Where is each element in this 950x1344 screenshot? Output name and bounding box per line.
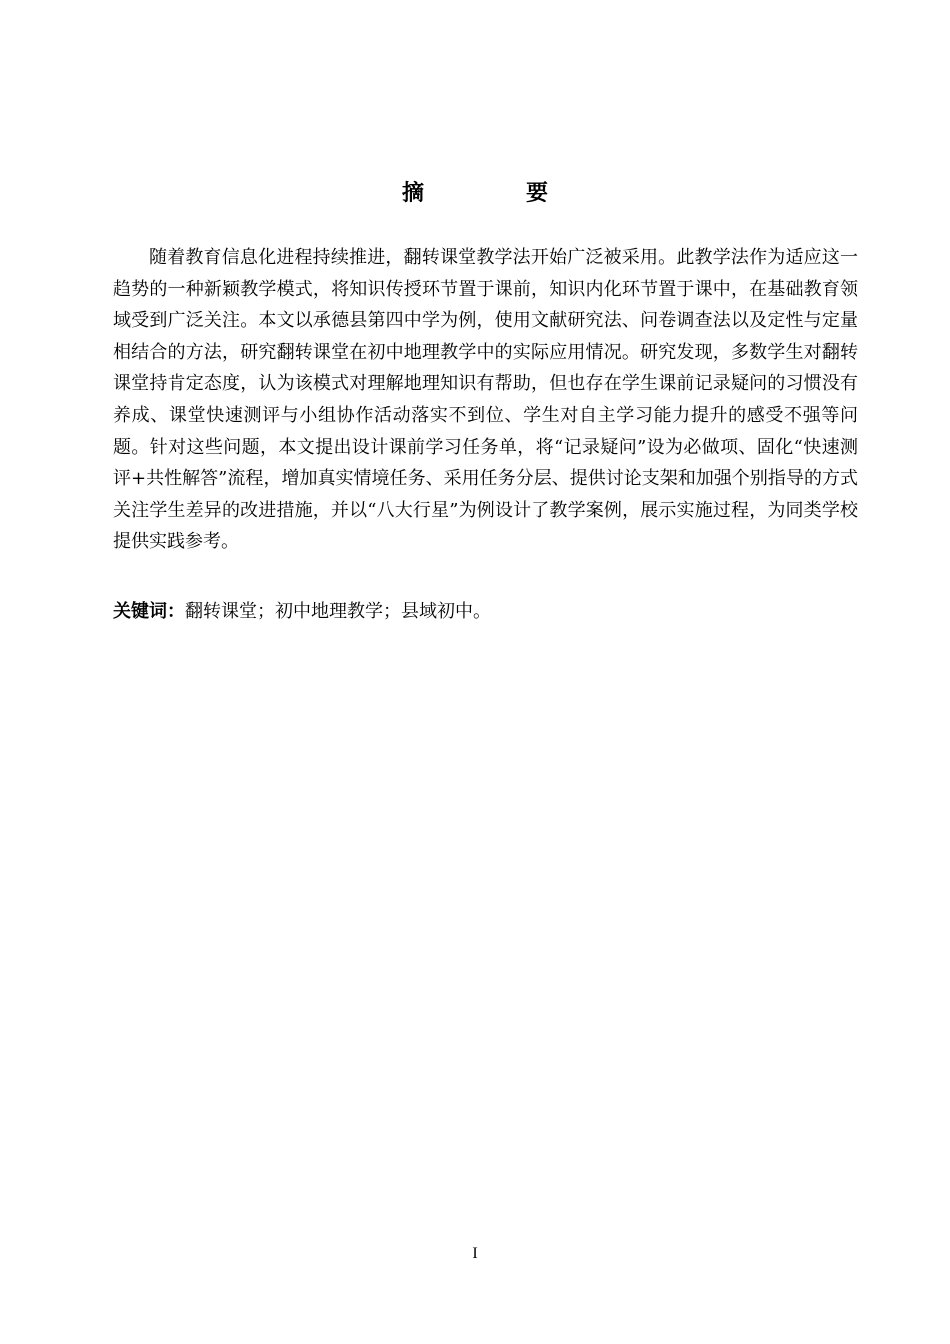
keywords-label: 关键词： [113,601,185,622]
keywords-text: 翻转课堂；初中地理教学；县域初中。 [185,601,491,622]
abstract-body: 随着教育信息化进程持续推进，翻转课堂教学法开始广泛被采用。此教学法作为适应这一趋势的一种新颖教学模式，将知识传授环节置于课前，知识内化环节置于课中，在基础教育领域受到广泛关注。本文以承德县第四中学为例，使用文献研究法、问卷调查法以及定性与定量相结合的方法，研究翻转课堂在初中地理教学中的实际应用情况。研究发现，多数学生对翻转课堂持肯定态度，认为该模式对理解地理知识有帮助，但也存在学生课前记录疑问的习惯没有养成、课堂快速测评与小组协作活动落实不到位、学生对自主学习能力提升的感受不强等问题。针对这些问题，本文提出设计课前学习任务单，将“记录疑问”设为必做项、固化“快速测评+共性解答”流程，增加真实情境任务、采用任务分层、提供讨论支架和加强个别指导的方式关注学生差异的改进措施，并以“八大行星”为例设计了教学案例，展示实施过程，为同类学校提供实践参考。 [113,247,858,553]
page-number: I [472,1245,478,1262]
abstract-title: 摘 要 [401,181,588,206]
keywords-line [113,596,858,627]
